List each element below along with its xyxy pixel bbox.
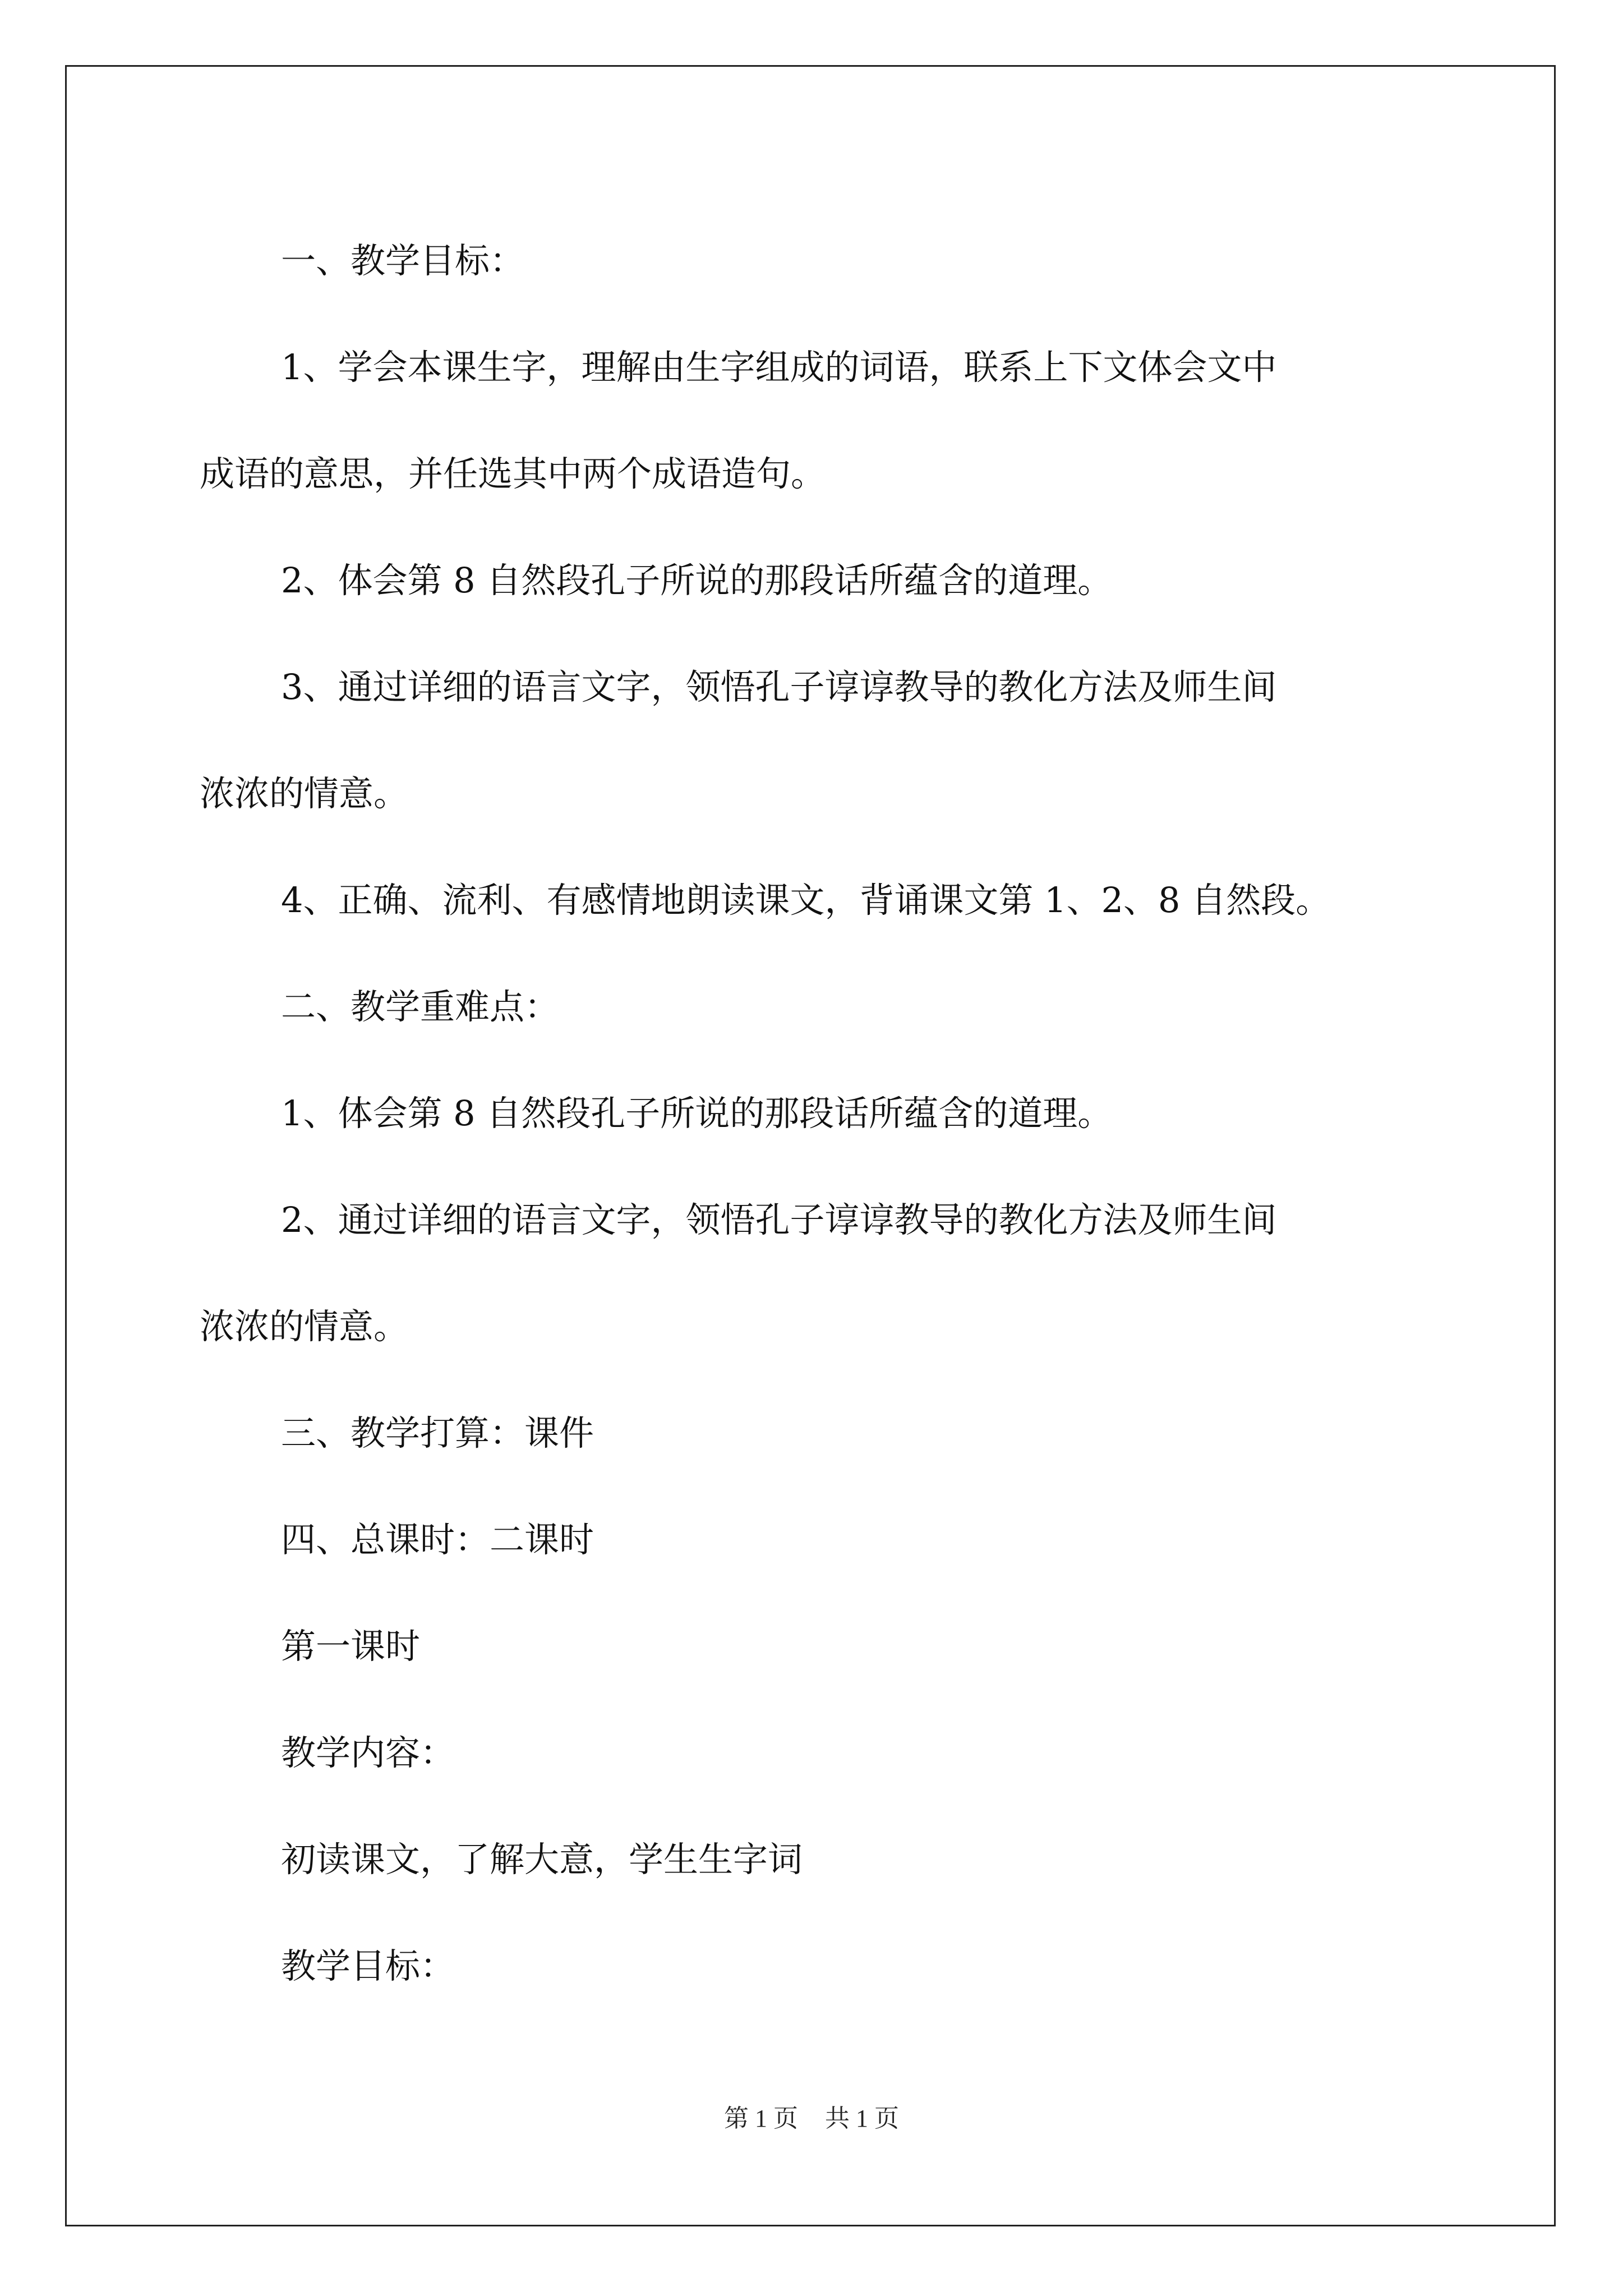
objective-2: 2、体会第 8 自然段孔子所说的那段话所蕴含的道理。 [281, 560, 1113, 601]
page-total: 共 1 页 [825, 2105, 899, 2132]
objective-1-line-1: 1、学会本课生字，理解由生字组成的词语，联系上下文体会文中 [281, 347, 1277, 388]
teaching-objectives-label: 教学目标： [281, 1945, 455, 1986]
key-point-2-line-1: 2、通过详细的语言文字，领悟孔子谆谆教导的教化方法及师生间 [281, 1199, 1277, 1240]
document-body [200, 208, 1433, 2019]
key-point-2-line-2: 浓浓的情意。 [200, 1306, 409, 1347]
lesson-one-heading: 第一课时 [281, 1626, 421, 1667]
key-point-1: 1、体会第 8 自然段孔子所说的那段话所蕴含的道理。 [281, 1093, 1113, 1134]
page-number: 第 1 页 [724, 2105, 798, 2132]
page-footer [0, 2098, 1623, 2134]
objective-4: 4、正确、流利、有感情地朗读课文，背诵课文第 1、2、8 自然段。 [281, 880, 1331, 921]
objective-3-line-2: 浓浓的情意。 [200, 773, 409, 814]
section-total-hours: 四、总课时：二课时 [281, 1519, 594, 1560]
teaching-content-text: 初读课文，了解大意，学生生字词 [281, 1839, 803, 1880]
objective-1-line-2: 成语的意思，并任选其中两个成语造句。 [200, 453, 826, 494]
section-heading-objectives: 一、教学目标： [281, 240, 525, 281]
section-preparation: 三、教学打算：课件 [281, 1412, 594, 1453]
section-heading-key-points: 二、教学重难点： [281, 986, 560, 1027]
teaching-content-label: 教学内容： [281, 1732, 455, 1773]
objective-3-line-1: 3、通过详细的语言文字，领悟孔子谆谆教导的教化方法及师生间 [281, 666, 1277, 707]
